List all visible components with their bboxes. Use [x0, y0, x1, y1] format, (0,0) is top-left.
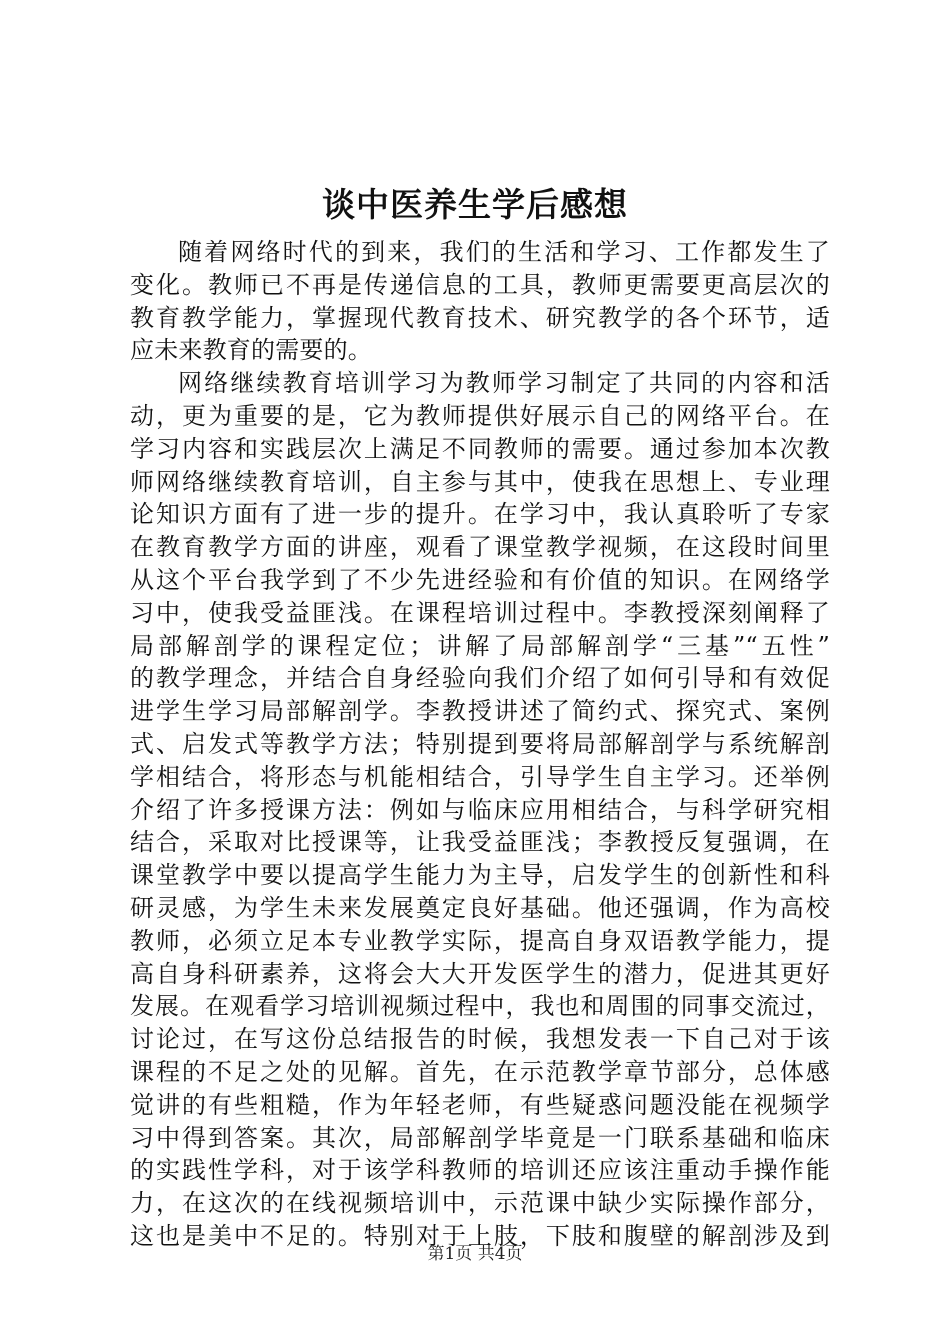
text-line: 网络继续教育培训学习为教师学习制定了共同的内容和活 — [178, 369, 830, 398]
text-line: 局部解剖学的课程定位；讲解了局部解剖学“三基”“五性” — [130, 631, 830, 660]
text-line: 学习内容和实践层次上满足不同教师的需要。通过参加本次教 — [130, 434, 830, 463]
document-title: 谈中医养生学后感想 — [322, 185, 628, 224]
text-line: 教育教学能力，掌握现代教育技术、研究教学的各个环节，适 — [130, 303, 830, 332]
text-line: 式、启发式等教学方法；特别提到要将局部解剖学与系统解剖 — [130, 729, 830, 758]
text-line: 习中，使我受益匪浅。在课程培训过程中。李教授深刻阐释了 — [130, 598, 830, 627]
document-body — [130, 236, 830, 1253]
text-line: 动，更为重要的是，它为教师提供好展示自己的网络平台。在 — [130, 401, 830, 430]
text-line: 研灵感，为学生未来发展奠定良好基础。他还强调，作为高校 — [130, 893, 830, 922]
text-line: 介绍了许多授课方法：例如与临床应用相结合，与科学研究相 — [130, 795, 830, 824]
text-line: 在教育教学方面的讲座，观看了课堂教学视频，在这段时间里 — [130, 533, 830, 562]
text-line: 进学生学习局部解剖学。李教授讲述了简约式、探究式、案例 — [130, 697, 830, 726]
text-line: 的教学理念，并结合自身经验向我们介绍了如何引导和有效促 — [130, 664, 830, 693]
paragraph-1 — [130, 236, 830, 367]
text-line: 师网络继续教育培训，自主参与其中，使我在思想上、专业理 — [130, 467, 830, 496]
text-line: 变化。教师已不再是传递信息的工具，教师更需要更高层次的 — [130, 270, 830, 299]
text-line: 这也是美中不足的。特别对于上肢，下肢和腹壁的解剖涉及到 — [130, 1221, 830, 1250]
page-number-footer: 第1页 共4页 — [427, 1244, 523, 1264]
text-line: 力，在这次的在线视频培训中，示范课中缺少实际操作部分， — [130, 1189, 830, 1218]
text-line: 发展。在观看学习培训视频过程中，我也和周围的同事交流过， — [130, 992, 830, 1021]
text-line: 课堂教学中要以提高学生能力为主导，启发学生的创新性和科 — [130, 861, 830, 890]
text-line: 高自身科研素养，这将会大大开发医学生的潜力，促进其更好 — [130, 959, 830, 988]
text-line: 的实践性学科，对于该学科教师的培训还应该注重动手操作能 — [130, 1156, 830, 1185]
text-line: 课程的不足之处的见解。首先，在示范教学章节部分，总体感 — [130, 1057, 830, 1086]
paragraph-2 — [130, 367, 830, 1253]
text-line: 随着网络时代的到来，我们的生活和学习、工作都发生了 — [178, 238, 830, 266]
text-line: 学相结合，将形态与机能相结合，引导学生自主学习。还举例 — [130, 762, 830, 791]
text-line: 论知识方面有了进一步的提升。在学习中，我认真聆听了专家 — [130, 500, 830, 529]
text-line: 结合，采取对比授课等，让我受益匪浅；李教授反复强调，在 — [130, 828, 830, 857]
text-line: 应未来教育的需要的。 — [130, 336, 372, 365]
text-line: 觉讲的有些粗糙，作为年轻老师，有些疑惑问题没能在视频学 — [130, 1090, 830, 1119]
text-line: 习中得到答案。其次，局部解剖学毕竟是一门联系基础和临床 — [130, 1123, 830, 1152]
text-line: 从这个平台我学到了不少先进经验和有价值的知识。在网络学 — [130, 565, 830, 594]
text-line: 教师，必须立足本专业教学实际，提高自身双语教学能力，提 — [130, 926, 830, 955]
text-line: 讨论过，在写这份总结报告的时候，我想发表一下自己对于该 — [130, 1025, 830, 1054]
